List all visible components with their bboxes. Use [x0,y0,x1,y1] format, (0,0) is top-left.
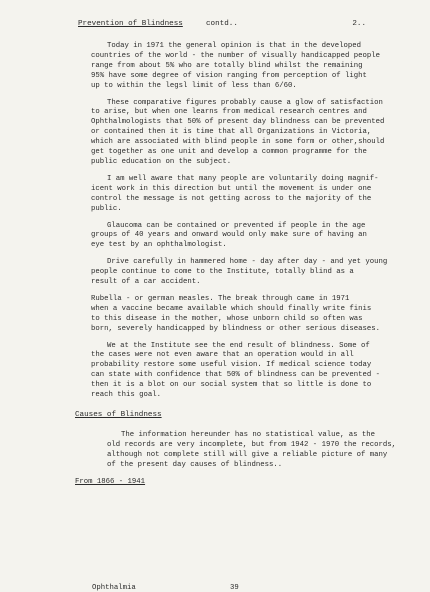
paragraph-line: probability restore some useful vision. If medical science today [91,361,372,370]
paragraph-line: of the present day causes of blindness.. [107,460,283,469]
paragraph-line: I am well aware that many people are voluntarily doing magnif- [107,174,379,183]
paragraph-line: public. [91,204,122,213]
paragraph-line: The information hereunder has no statistical value, as the [121,430,375,439]
paragraph-line: born, severely handicapped by blindness or other serious diseases. [91,324,381,333]
paragraph-line: or contained then it is time that all Organizations in Victoria, [91,128,372,137]
paragraph-line: Glaucoma can be contained or prevented if people in the age [107,221,366,230]
paragraph-line: when a vaccine became available which should finally write finis [91,304,372,313]
paragraph-line: get together as one unit and develop a common programme for the [91,148,367,157]
page-number: 2.. [352,20,366,28]
paragraph-line: to arise, but when one learns from medical research centres and [91,108,367,117]
paragraph-line: These comparative figures probably cause a glow of satisfaction [107,98,383,107]
paragraph-line: can state with confidence that 50% of blindness can be prevented - [91,371,381,380]
paragraph-1 [75,42,395,92]
header-continued: contd.. [206,20,238,28]
paragraph-line: public education on the subject. [91,157,232,166]
document-body [75,42,395,487]
paragraph-line: reach this goal. [91,391,162,400]
paragraph-line: old records are very incomplete, but from 1942 - 1970 the records, [107,440,397,449]
section-heading-causes: Causes of Blindness [75,411,162,419]
paragraph-line: icent work in this direction but until the movement is under one [91,184,372,193]
paragraph-line: which are associated with blind people in some form or other,should [91,138,385,147]
page-header [78,20,380,32]
paragraph-7 [75,342,395,401]
paragraph-line: range from about 5% who are totally blind whilst the remaining [91,61,363,70]
paragraph-line: eye test by an ophthalmologist. [91,241,227,250]
paragraph-line: 95% have some degree of vision ranging from perception of light [91,71,367,80]
paragraph-line: although not complete still will give a reliable picture of many [107,450,388,459]
paragraph-2 [75,99,395,168]
header-title: Prevention of Blindness [78,20,183,28]
paragraph-line: Today in 1971 the general opinion is that in the developed [107,42,361,50]
cause-count: 39 [230,584,239,592]
paragraph-line: people continue to come to the Institute, totally blind as a [91,268,354,277]
paragraph-line: Rubella - or german measles. The break through came in 1971 [91,294,350,303]
paragraph-line: countries of the world - the number of visually handicapped people [91,51,381,60]
causes-paragraph [75,431,395,471]
paragraph-line: result of a car accident. [91,278,201,287]
cause-row-partial [92,584,292,592]
cause-name: Ophthalmia [92,584,136,592]
paragraph-line: the cases were not even aware that an operation would in all [91,351,354,360]
paragraph-line: We at the Institute see the end result of blindness. Some of [107,341,370,350]
paragraph-line: then it is a blot on our social system that so little is done to [91,381,372,390]
paragraph-6 [75,295,395,335]
paragraph-line: Ophthalmologists that 50% of present day blindness can be prevented [91,118,385,127]
paragraph-5 [75,258,395,288]
period-heading: From 1866 - 1941 [75,477,146,486]
paragraph-line: up to within the legsl limit of less than 6/60. [91,81,297,90]
paragraph-line: groups of 40 years and onward would only make sure of having an [91,231,367,240]
paragraph-4 [75,222,395,252]
paragraph-3 [75,175,395,215]
paragraph-line: Drive carefully in hammered home - day after day - and yet young [107,258,388,267]
paragraph-line: control the message is not getting across to the majority of the [91,194,372,203]
paragraph-line: to this disease in the mother, whose unborn child so often was [91,314,363,323]
